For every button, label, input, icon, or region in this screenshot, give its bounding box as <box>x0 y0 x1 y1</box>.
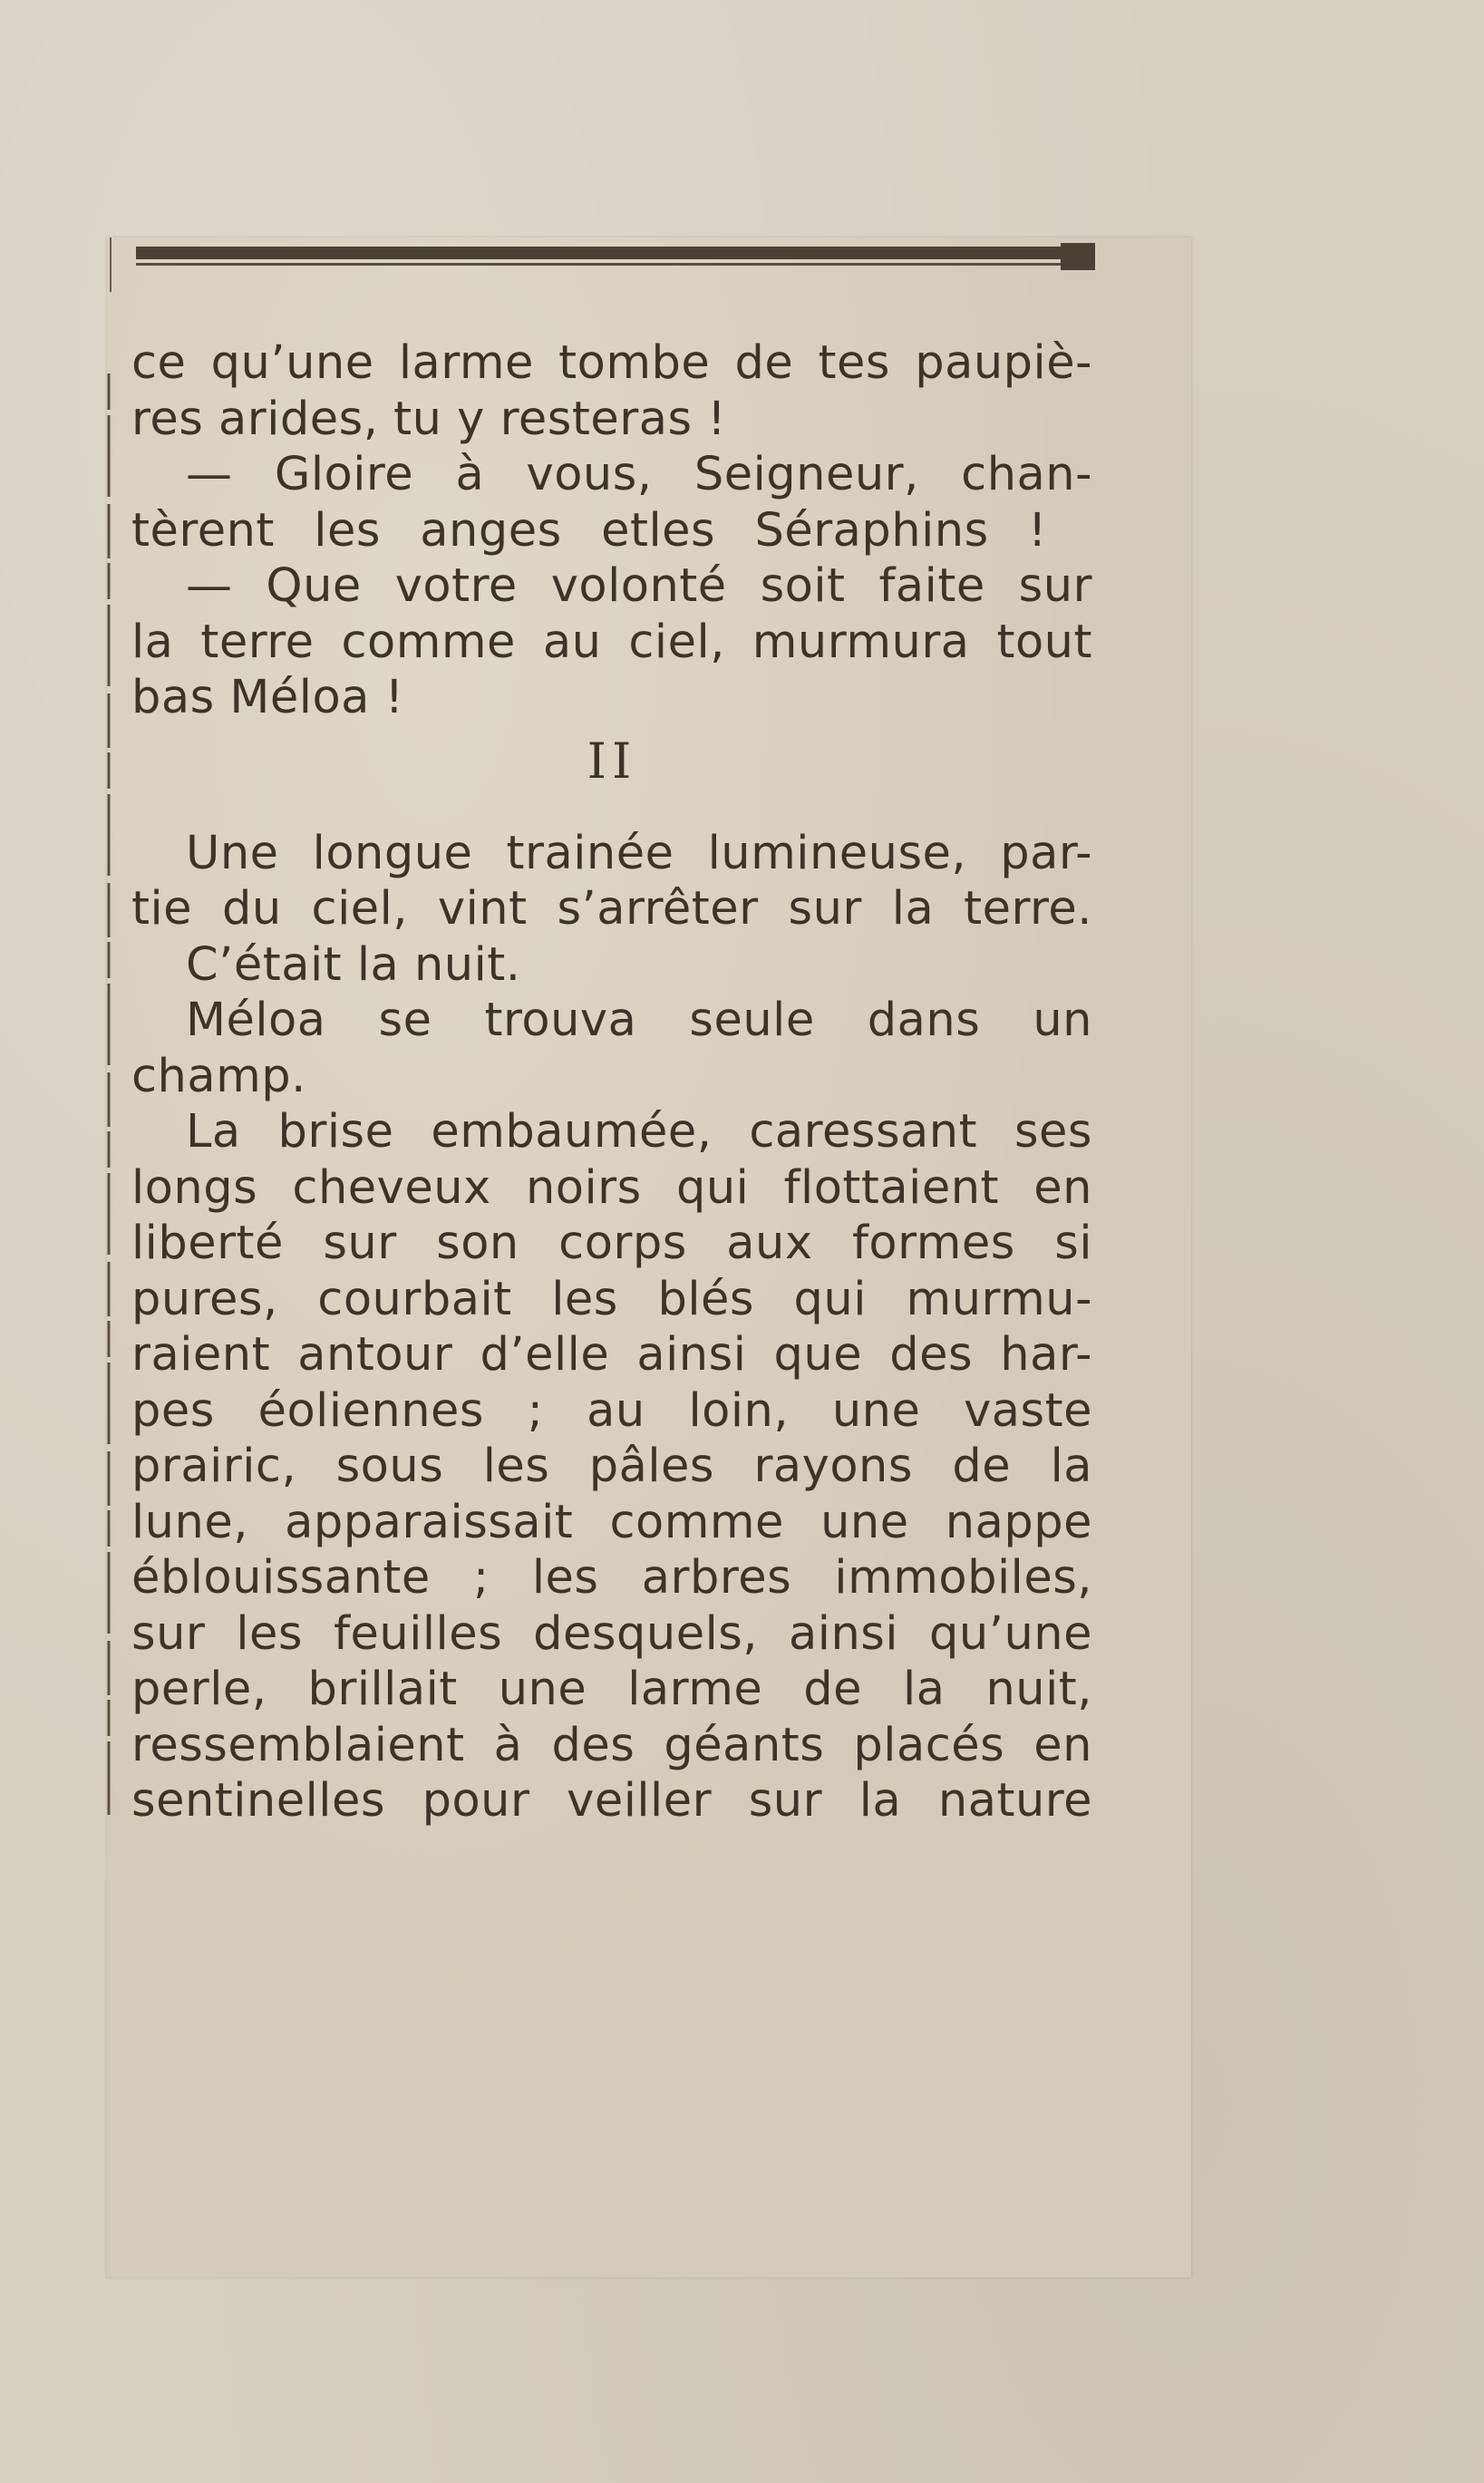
text-line: lune, apparaissait comme une nappe <box>131 1495 1092 1549</box>
text-line: sur les feuilles desquels, ainsi qu’une <box>131 1606 1092 1661</box>
text-line: res arides, tu y resteras ! <box>131 392 727 446</box>
text-line: la terre comme au ciel, murmura tout <box>131 615 1092 669</box>
text-line: C’était la nuit. <box>186 937 521 992</box>
text-line: éblouissante ; les arbres immobiles, <box>131 1551 1092 1605</box>
text-line: pes éoliennes ; au loin, une vaste <box>131 1383 1092 1438</box>
text-line: champ. <box>131 1049 306 1103</box>
text-line: pures, courbait les blés qui murmu- <box>131 1272 1092 1326</box>
text-line: liberté sur son corps aux formes si <box>131 1217 1092 1270</box>
top-rule-decoration <box>136 243 1095 270</box>
margin-brackets-decoration <box>98 238 125 1815</box>
text-line: Méloa se trouva seule dans un <box>186 994 1092 1047</box>
document-body <box>131 335 1092 1829</box>
text-line: bas Méloa ! <box>131 671 404 724</box>
text-line: perle, brillait une larme de la nuit, <box>131 1663 1092 1716</box>
text-line: tie du ciel, vint s’arrêter sur la terre. <box>131 882 1092 936</box>
text-line: — Gloire à vous, Seigneur, chan- <box>186 448 1092 501</box>
text-line: — Que votre volonté soit faite sur <box>186 559 1092 613</box>
text-line: La brise embaumée, caressant ses <box>186 1105 1092 1159</box>
text-line: ressemblaient à des géants placés en <box>131 1718 1092 1772</box>
text-line: ce qu’une larme tombe de tes paupiè- <box>131 336 1092 390</box>
text-line: prairic, sous les pâles rayons de la <box>131 1440 1092 1493</box>
text-line: sentinelles pour veiller sur la nature <box>131 1774 1092 1828</box>
section-heading: II <box>587 732 637 790</box>
text-line: tèrent les anges etles Séraphins ! <box>131 503 1047 558</box>
text-line: Une longue trainée lumineuse, par- <box>186 826 1092 880</box>
text-line: raient antour d’elle ainsi que des har- <box>131 1328 1092 1382</box>
text-line: longs cheveux noirs qui flottaient en <box>131 1160 1092 1215</box>
